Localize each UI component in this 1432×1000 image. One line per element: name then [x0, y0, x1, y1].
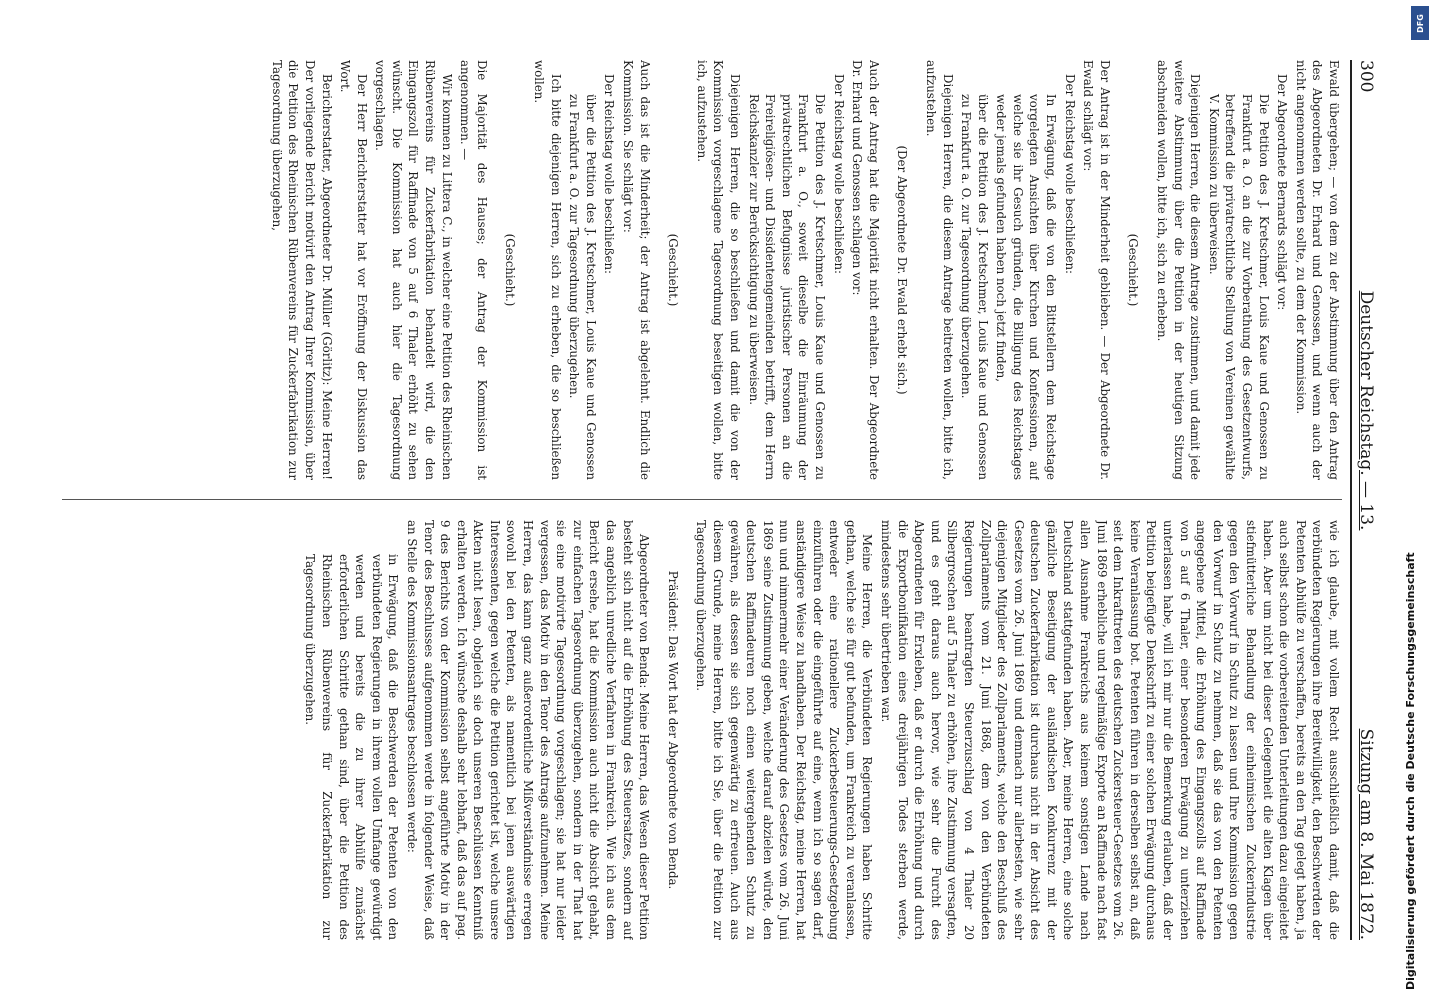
paragraph: Diejenigen Herren, die so beschließen und damit die von der Kommission vorgeschlagene Tagesordnung beseitigen wollen, bitte ich, aufzustehen. [694, 60, 742, 480]
left-column [52, 60, 1342, 480]
right-running-title: Sitzung am 8. Mai 1872. [1356, 728, 1376, 940]
paragraph: Der Antrag ist in der Minderheit geblieben. — Der Abgeordnete Dr. Ewald schlägt vor: [1081, 60, 1112, 480]
digitization-credit: Digitalisierung gefördert durch die Deutsche Forschungsgemeinschaft [1404, 552, 1417, 990]
quoted-motion: Die Petition des J. Kretschmer, Louis Kaue und Genossen zu Frankfurt a. O. an die zur Vorberathung des Gesetzentwurfs, betreffend die privatrechtliche Stellung von Vereinen gewählte V. Kommission zu überweisen. [1206, 94, 1271, 480]
quoted-motion: in Erwägung, daß die Beschwerden der Petenten von den verbündeten Regierungen in ihrem vollen Umfange gewürdigt werden und bereits die zu ihrer Abhülfe zunächst erforderlichen Schritte gethan sind, über die Petition des Rheinischen Rübenvereins für Zuckerfabrikation zur Tagesordnung überzugehen. [303, 554, 401, 940]
paragraph: Abgeordneter von Benda: Meine Herren, das Wesen dieser Petition besteht sich nicht auf die Erhöhung des Steuersatzes, sondern auf das angeblich unredliche Verfahren in Frankreich. Wie ich aus dem Bericht ersehe, hat die Kommission auch nicht die Absicht gehabt, zur einfachen Tagesordnung überzugehen, sondern in der That hat sie eine motivirte Tagesordnung vorgeschlagen; sie hat nur leider vergessen, das Motiv in den Tenor des Antrags aufzunehmen. Meine Herren, das kann ganz außerordentliche Mißverständnisse erregen sowohl bei den Petenten, als namentlich bei jenen auswärtigen Interessenten, gegen welche die Petition gerichtet ist, welche unsere Akten nicht lesen, obgleich sie doch unseren Beschlüssen Kenntniß erhalten werden. Ich wünsche deshalb sehr lebhaft, daß das auf pag. 9 des Berichts von der Kommission selbst angeführte Motiv in der Tenor des Beschlusses aufgenommen werde in folgender Weise, daß an Stelle des Kommissionsantrages beschlossen werde: [404, 520, 652, 940]
left-running-title: Deutscher Reichstag. — 13. [1356, 290, 1376, 531]
stage-direction: (Geschieht.) [1126, 233, 1141, 307]
column-divider [62, 499, 1342, 500]
quoted-motion: über die Petition des J. Kretschmer, Louis Kaue und Genossen zu Frankfurt a. O. zur Tagesordnung überzugehen. [959, 94, 990, 480]
paragraph: Meine Herren, die Verbündeten Regierungen haben Schritte gethan, welche sie für gut befunden, um Frankreich zu veranlassen, entweder eine rationellere Zuckerbesteuerungs-Gesetzgebung einzuführen oder die eingeführte auf eine, wenn ich so sagen darf, anständigere Weise zu handhaben. Der Reichstag, meine Herren, hat nun und nimmermehr einer Veränderung des Gesetzes vom 26. Juni 1869 seine Zustimmung geben, welche darauf abzielen würde, den deutschen Raffinadeuren noch einen weitergehenden Schutz zu gewähren, als dessen sie sich gegenwärtig zu erfreuen. Auch aus diesem Grunde, meine Herren, bitte ich Sie, über die Petition zur Tagesordnung überzugehen. [694, 520, 875, 940]
paragraph: Der Herr Berichterstatter hat vor Eröffnung der Diskussion das Wort. [338, 60, 369, 480]
speaker-line: Präsident: Das Wort hat der Abgeordnete von Benda. [665, 570, 680, 890]
stage-direction: (Der Abgeordnete Dr. Ewald erhebt sich.) [895, 145, 910, 395]
paragraph: Diejenigen Herren, die diesem Antrage zustimmen, und damit jede weitere Abstimmung über die Petition in der heutigen Sitzung abschneiden wollen, bitte ich, sich zu erheben. [1155, 60, 1203, 480]
page-header [1350, 60, 1396, 940]
paragraph: wie ich glaube, mit vollem Recht ausschließlich damit, daß die verbündeten Regierungen ihre Bereitwilligkeit, den Beschwerden der Petenten Abhülfe zu verschaffen, bereits an den Tag gelegt haben, ja auch selbst schon die vorbereitenden Unterleitungen dazu eingeleitet haben. Aber um nicht bei dieser Gelegenheit die alten Klagen über stiefmütterliche Behandlung der einheimischen Zuckerindustrie gegen den Vorwurf in Schutz zu lassen und Ihre Kommission gegen den Vorwurf in Schutz zu nehmen, daß sie das von den Petenten angegebene Mittel, die Erhöhung des Eingangszolls auf Raffinade von 5 auf 6 Thaler, einer besonderen Erwägung zu unterziehen unterlassen habe, will ich mir nur die Bemerkung erlauben, daß der Petition beigefügte Denkschrift zu einer solchen Erwägung durchaus keine Veranlassung bot. Petenten führen in derselben selbst an, daß seit dem Inkrafttreten des deutschen Zuckersteuer-Gesetzes vom 26. Juni 1869 erhebliche und regelmäßige Exporte an Raffinade nach fast allen Ausnahme Frankreichs aus keinem sonstigen Lande nach Deutschland stattgefunden haben. Aber, meine Herren, eine solche gänzliche Beseitigung der ausländischen Konkurrenz mit der deutschen Zuckerfabrikation ist durchaus nicht in der Absicht des Gesetzes vom 26. Juni 1869 und demnach nur allerbesten, wie sehr diejenigen Mitglieder des Zollparlaments, welche den Beschluß des Zollparlaments vom 21. Juni 1868, dem von den Verbündeten Regierungen beantragten Steuerzuschlag von 4 Thaler 20 Silbergroschen auf 5 Thaler zu erhöhen, ihre Zustimmung versagten, und es geht daraus auch hervor, wie sehr die Furcht des Abgeordneten für Erxleben, daß er durch die Erhöhung und durch die Exportbonifikation eines dreijährigen Todes sterben werde, mindestens sehr übertrieben war. [878, 520, 1341, 940]
paragraph: Der Reichstag wolle beschließen: [1062, 74, 1077, 275]
paragraph: Der Reichstag wolle beschließen: [831, 74, 846, 275]
paragraph: Ewald übergehen; — von dem zu der Abstimmung über den Antrag des Abgeordneten Dr. Erhard und Genossen, und wenn auch der nicht angenommen werden sollte, zu dem der Kommission. [1293, 60, 1341, 480]
stage-direction: (Geschieht.) [503, 233, 518, 307]
digitization-credit-bar [1396, 0, 1432, 1000]
quoted-motion: über die Petition des J. Kretschmer, Louis Kaue und Genossen zu Frankfurt a. O. zur Tagesordnung überzugehen. [567, 94, 598, 480]
quoted-motion: In Erwägung, daß die von den Bittstellern dem Reichstage vorgelegten Ansichten über Kirchen und Konfessionen, auf welche sie ihr Gesuch gründen, die Billigung des Reichstages weder jemals gefunden haben noch jetzt finden, [994, 94, 1059, 480]
paragraph: Der Reichstag wolle beschließen: [602, 74, 617, 275]
paragraph: Die Majorität des Hauses; der Antrag der Kommission ist angenommen. — [458, 60, 489, 480]
dfg-logo [1411, 6, 1429, 40]
stage-direction: (Geschieht.) [666, 233, 681, 307]
paragraph: Der Abgeordnete Bernards schlägt vor: [1275, 74, 1290, 311]
right-column [52, 520, 1342, 940]
quoted-motion: Die Petition des J. Kretschmer, Louis Kaue und Genossen zu Frankfurt a. O., soweit dieselbe die Einräumung der privatrechtlichen Befugnisse juristischer Personen an die Freireligiösen- und Dissidentengemeinden betrifft, dem Herrn Reichskanzler zur Berücksichtigung zu überweisen. [746, 94, 827, 480]
page-number: 300 [1356, 60, 1376, 93]
document-page [16, 0, 1416, 1000]
paragraph: Auch das ist die Minderheit; der Antrag ist abgelehnt. Endlich die Kommission. Sie schlägt vor: [621, 60, 652, 480]
paragraph: Diejenigen Herren, die diesem Antrage beitreten wollen, bitte ich, aufzustehen. [923, 60, 955, 480]
paragraph: Ich bitte diejenigen Herren, sich zu erheben, die so beschließen wollen. [532, 60, 563, 480]
paragraph: Wir kommen zu Littera C., in welcher eine Petition des Rheinischen Rübenvereins für Zuckerfabrikation behandelt wird, die den Eingangszoll für Raffinade von 5 auf 6 Thaler erhöht zu sehen wünscht. Die Kommission hat auch hier die Tagesordnung vorgeschlagen. [373, 60, 454, 480]
paragraph: Auch der Antrag hat die Majorität nicht erhalten. Der Abgeordnete Dr. Erhard und Genossen schlagen vor: [850, 60, 881, 480]
paragraph: Berichterstatter, Abgeordneter Dr. Müller (Görlitz): Meine Herren! Der vorliegende Bericht motivirt den Antrag Ihrer Kommission, über die Petition des Rheinischen Rübenvereins für Zuckerfabrikation zur Tagesordnung überzugehen, [269, 60, 334, 480]
dfg-logo-text: DFG [1415, 13, 1425, 33]
